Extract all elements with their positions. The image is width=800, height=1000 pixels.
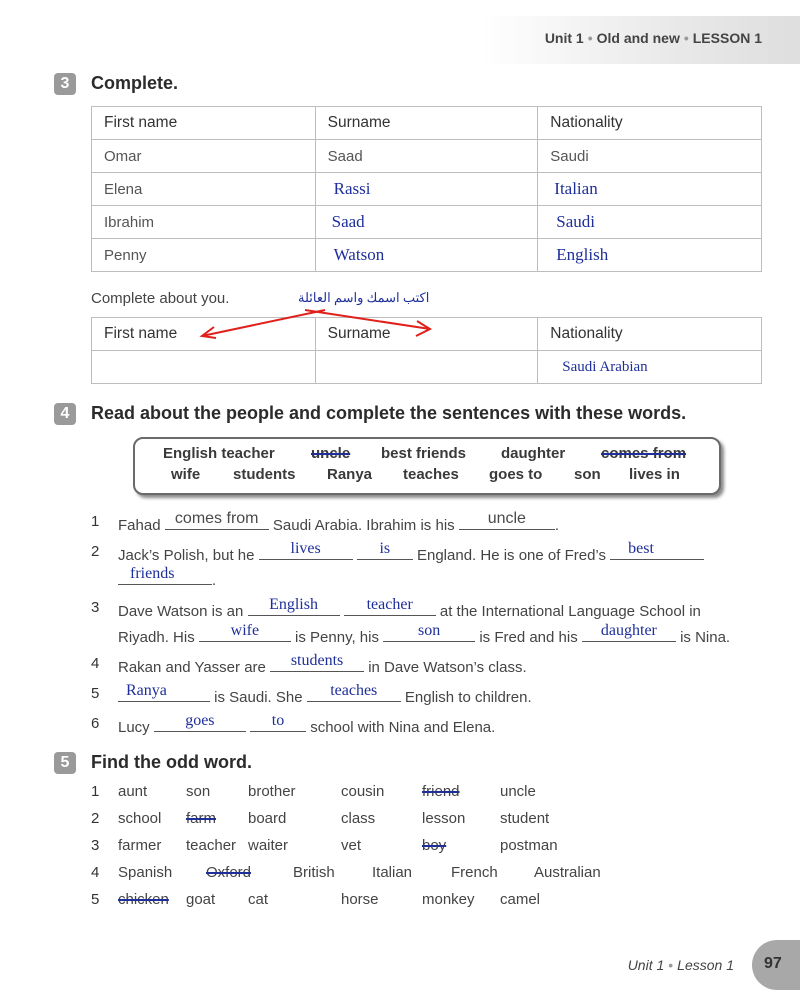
sentence-text: in Dave Watson’s class. [368,659,527,676]
sentence-text: Jack’s Polish, but he [118,547,255,564]
answer-blank[interactable] [259,540,353,560]
sentence-number: 6 [91,715,100,732]
answer-blank[interactable] [307,682,401,702]
odd-word-option[interactable]: goat [186,891,216,908]
sentence-text: at the International Language School in [439,603,701,620]
word-uncle: uncle [311,445,351,462]
odd-word-option[interactable]: lesson [422,810,466,827]
sentence-text: . [554,517,559,534]
handwritten-answer: best [628,540,654,557]
footer-lesson: Unit 1 • Lesson 1 [627,957,734,973]
odd-word-option[interactable]: camel [500,891,541,908]
odd-word-option[interactable]: board [248,810,287,827]
odd-word-row-number: 3 [91,837,100,854]
header-first-name: First name [92,318,316,351]
sentence-text: Dave Watson is an [118,603,244,620]
page-number-badge [752,940,800,990]
sentence-number: 2 [91,543,100,560]
odd-word-crossed[interactable]: farm [186,810,216,827]
odd-word-option[interactable]: Australian [534,864,601,881]
word-best-friends: best friends [381,445,467,462]
section-3-title: Complete. [91,73,179,93]
odd-word-option[interactable]: teacher [186,837,237,854]
nationality-cell[interactable] [538,239,762,272]
header-lesson: LESSON 1 [692,30,762,46]
arrow-to-first-name [202,310,325,336]
word-box [133,437,721,495]
sentence-text: Rakan and Yasser are [118,659,266,676]
sentence-text: Fahad [118,517,161,534]
handwritten-answer: lives [290,540,321,557]
odd-word-crossed[interactable]: chicken [118,891,169,908]
handwritten-answer: Saad [331,212,365,231]
sentence-2-continued [118,565,217,589]
odd-word-option[interactable]: postman [500,837,558,854]
answer-blank[interactable] [610,540,704,560]
answer-blank[interactable] [250,712,306,732]
section-4-title: Read about the people and complete the sentences with these words. [91,403,687,423]
table-row [92,239,762,272]
table-row [92,173,762,206]
sentence-text: is Fred and his [479,629,578,646]
sentence-2 [118,540,704,564]
sentence-text: is Penny, his [295,629,379,646]
handwritten-answer: Saudi [556,212,596,231]
handwritten-answer: teacher [366,596,413,613]
names-table-header [92,107,762,140]
header-surname: Surname [315,318,538,351]
odd-word-option[interactable]: cousin [341,783,385,800]
sentence-number: 3 [91,599,100,616]
odd-word-option[interactable]: cat [248,891,269,908]
answer-blank[interactable] [357,540,413,560]
sentence-text: school with Nina and Elena. [310,719,496,736]
sentence-text: Riyadh. His [118,629,195,646]
section-3-number: 3 [54,73,76,95]
handwritten-answer: Watson [333,245,385,264]
odd-word-option[interactable]: uncle [500,783,536,800]
sentence-text: England. He is one of Fred’s [416,547,606,564]
header-nationality: Nationality [538,107,762,140]
handwritten-answer: Italian [554,179,598,198]
answer-blank[interactable] [383,622,475,642]
odd-word-row-number: 5 [91,891,100,908]
footer-lesson-label: Lesson 1 [677,957,734,973]
surname-input-cell[interactable] [315,351,538,384]
sentence-1 [118,510,559,534]
answer-blank[interactable] [582,622,676,642]
odd-word-option[interactable]: son [186,783,211,800]
section-5-number: 5 [54,752,76,774]
word-teaches: teaches [403,466,459,483]
header-nationality: Nationality [538,318,762,351]
odd-word-option[interactable]: waiter [248,837,289,854]
handwritten-answer: wife [230,622,260,639]
word-lives-in: lives in [629,466,680,483]
nationality-cell: Saudi [538,140,762,173]
sentence-text: is Saudi. She [214,689,303,706]
surname-cell[interactable] [315,206,538,239]
first-name-cell: Penny [92,239,316,272]
odd-word-option[interactable]: class [341,810,376,827]
table-row [92,351,762,384]
odd-word-option[interactable]: vet [341,837,362,854]
answer-blank[interactable] [118,682,210,702]
word-students: students [233,466,296,483]
table-row [92,206,762,239]
odd-word-crossed[interactable]: friend [422,783,460,800]
header-unit: Unit 1 [544,30,584,46]
nationality-cell[interactable] [538,206,762,239]
handwritten-answer: comes from [174,510,259,527]
word-english-teacher: English teacher [163,445,275,462]
arrow-to-surname [305,310,430,329]
handwritten-answer: Rassi [333,179,371,198]
header-surname: Surname [315,107,538,140]
odd-word-option[interactable]: aunt [118,783,148,800]
word-comes-from: comes from [601,445,687,462]
answer-blank[interactable] [248,596,340,616]
section-5-title: Find the odd word. [91,752,252,772]
arabic-note: اكتب اسمك واسم العائلة [298,290,430,305]
surname-cell[interactable] [315,173,538,206]
sentence-text: English to children. [404,689,532,706]
handwritten-answer: goes [185,712,215,729]
answer-blank[interactable] [118,565,212,585]
answer-blank[interactable] [270,652,364,672]
odd-word-option[interactable]: monkey [422,891,475,908]
first-name-cell: Elena [92,173,316,206]
handwritten-answer: daughter [600,622,657,639]
names-table [91,106,762,272]
handwritten-answer: Saudi Arabian [562,359,648,375]
odd-word-option[interactable]: farmer [118,837,162,854]
nationality-input-cell[interactable] [538,351,762,384]
sentence-number: 5 [91,685,100,702]
handwritten-answer: English [269,596,318,613]
odd-word-option[interactable]: Spanish [118,864,173,881]
footer-unit: Unit 1 [627,957,665,973]
sentence-number: 1 [91,513,100,530]
section-4-number: 4 [54,403,76,425]
odd-word-option[interactable]: Italian [372,864,413,881]
sentence-5 [118,682,532,706]
answer-blank[interactable] [199,622,291,642]
odd-word-row-number: 2 [91,810,100,827]
odd-word-option[interactable]: student [500,810,550,827]
odd-word-option[interactable]: British [293,864,335,881]
nationality-cell[interactable] [538,173,762,206]
sentence-number: 4 [91,655,100,672]
lesson-header: Unit 1 • Old and new • LESSON 1 [544,30,762,46]
answer-blank[interactable] [165,510,269,530]
odd-word-crossed[interactable]: boy [422,837,447,854]
sentence-4 [118,652,527,676]
sentence-6 [118,712,496,736]
first-name-cell: Ibrahim [92,206,316,239]
sentence-text: is Nina. [680,629,731,646]
sentence-3 [118,596,701,620]
odd-word-row-number: 4 [91,864,100,881]
sentence-text: . [212,572,217,589]
word-daughter: daughter [501,445,566,462]
red-arrows [190,300,450,350]
handwritten-answer: teaches [330,682,378,699]
odd-word-option[interactable]: school [118,810,162,827]
handwritten-answer: uncle [487,510,526,527]
handwritten-answer: to [271,712,285,729]
sentence-text: Saudi Arabia. Ibrahim is his [272,517,455,534]
handwritten-answer: English [556,245,609,264]
word-wife: wife [171,466,201,483]
word-ranya: Ranya [327,466,373,483]
odd-word-option[interactable]: French [451,864,498,881]
handwritten-answer: is [379,540,391,557]
odd-word-row-number: 1 [91,783,100,800]
complete-about-you-label: Complete about you. [91,290,230,307]
surname-cell: Saad [315,140,538,173]
handwritten-answer: students [290,652,344,669]
header-topic: Old and new [596,30,680,46]
answer-blank[interactable] [459,510,555,530]
odd-word-option[interactable]: brother [248,783,296,800]
odd-word-crossed[interactable]: Oxford [206,864,252,881]
first-name-cell: Omar [92,140,316,173]
word-goes-to: goes to [489,466,543,483]
handwritten-answer: Ranya [126,682,167,699]
sentence-text: Lucy [118,719,150,736]
page-number: 97 [764,955,782,972]
table-row [92,140,762,173]
sentence-3-continued [118,622,731,646]
odd-word-option[interactable]: horse [341,891,379,908]
answer-blank[interactable] [154,712,246,732]
handwritten-answer: son [418,622,441,639]
surname-cell[interactable] [315,239,538,272]
handwritten-answer: friends [130,565,175,582]
first-name-input-cell[interactable] [92,351,316,384]
answer-blank[interactable] [344,596,436,616]
header-first-name: First name [92,107,316,140]
word-son: son [574,466,601,483]
